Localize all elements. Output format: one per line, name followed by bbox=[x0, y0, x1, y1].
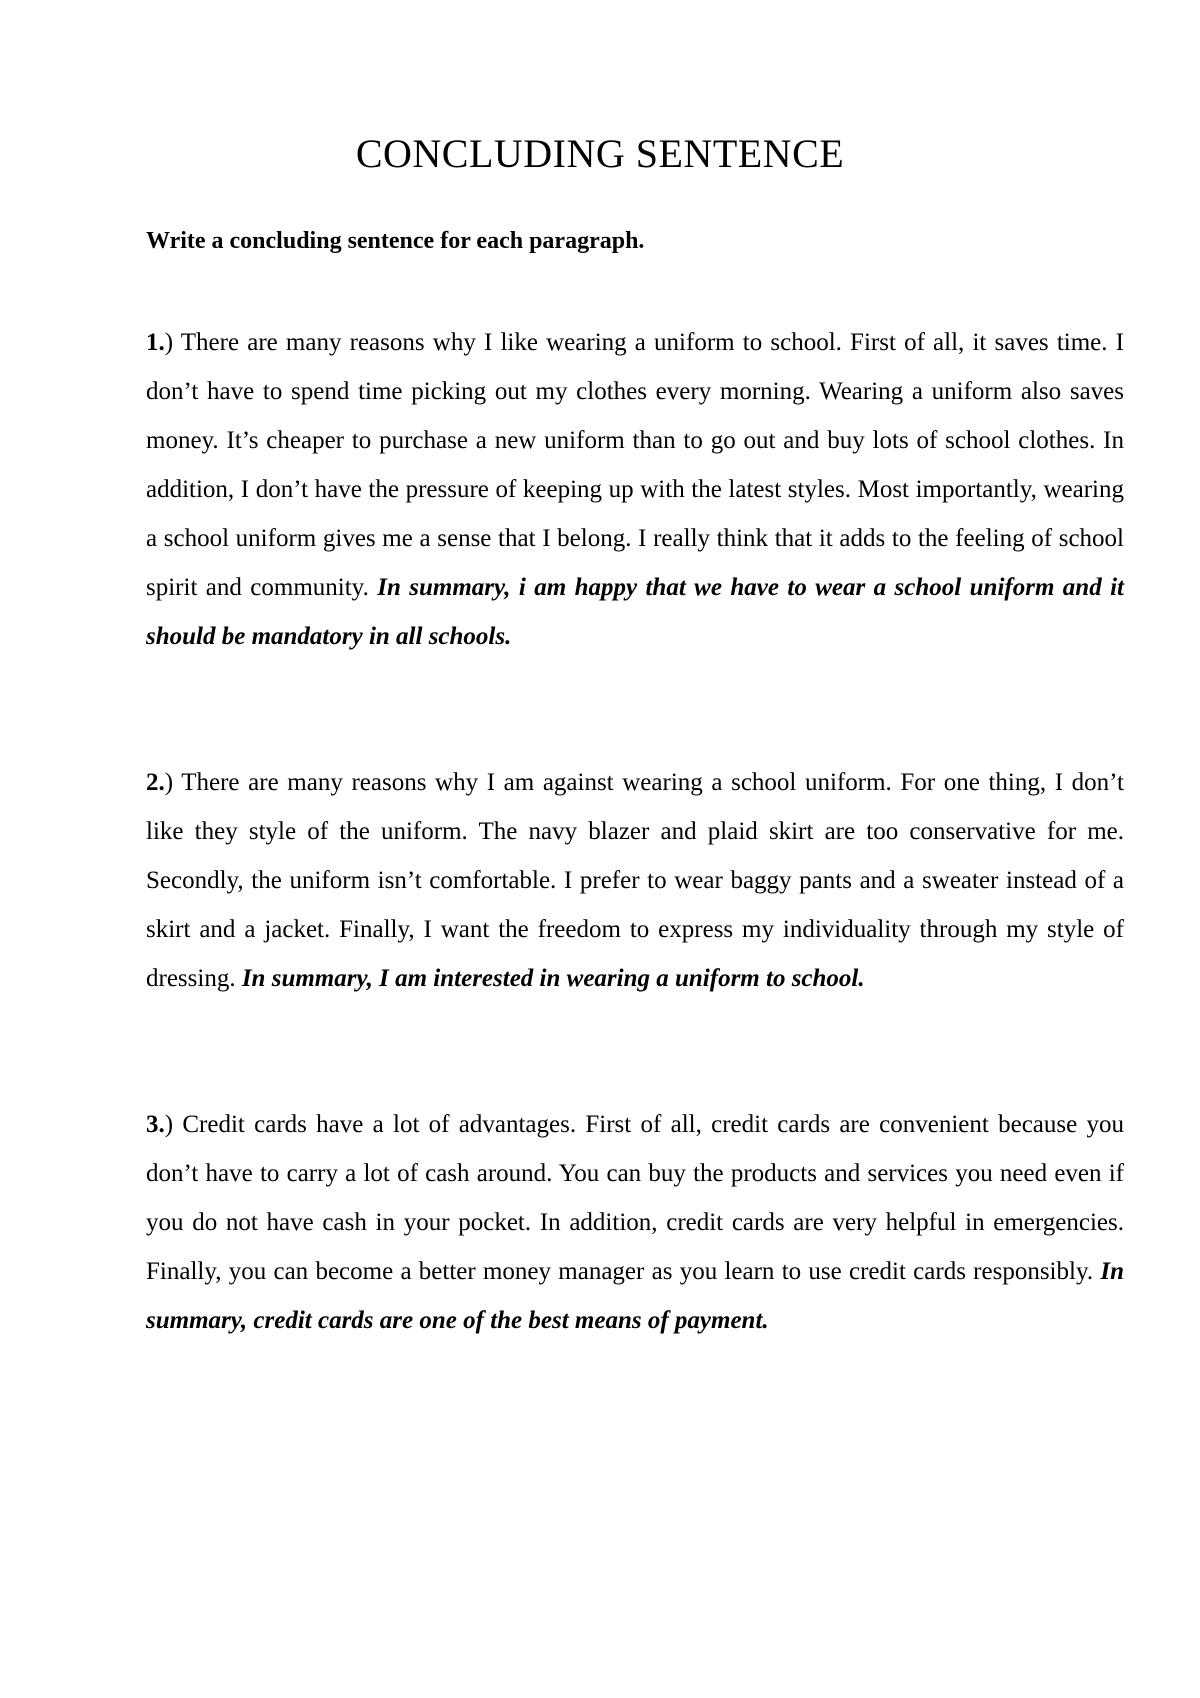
paragraph-3 bbox=[146, 1100, 1124, 1345]
paragraph-body: ) There are many reasons why I am against wearing a school uniform. For one thing, I don’t like they style of the uniform. The navy blazer and plaid skirt are too conservative for me. Secondly, the uniform isn’t comfortable. I prefer to wear baggy pants and a sweater instead of a skirt and a jacket. Finally, I want the freedom to express my individuality through my style of dressing. bbox=[146, 769, 1124, 992]
paragraph-body: ) Credit cards have a lot of advantages. First of all, credit cards are convenient because you don’t have to carry a lot of cash around. You can buy the products and services you need even if you do not have cash in your pocket. In addition, credit cards are very helpful in emergencies. Finally, you can become a better money manager as you learn to use credit cards responsibly. bbox=[146, 1111, 1124, 1285]
concluding-sentence: In summary, credit cards are one of the best means of payment. bbox=[146, 1258, 1124, 1334]
paragraph-number: 3. bbox=[146, 1111, 165, 1138]
paragraph-2 bbox=[146, 758, 1124, 1003]
paragraph-number: 2. bbox=[146, 769, 165, 796]
concluding-sentence: In summary, I am interested in wearing a uniform to school. bbox=[241, 965, 865, 992]
concluding-sentence: In summary, i am happy that we have to wear a school uniform and it should be mandatory in all schools. bbox=[146, 574, 1125, 650]
paragraph-body: ) There are many reasons why I like wearing a uniform to school. First of all, it saves time. I don’t have to spend time picking out my clothes every morning. Wearing a uniform also saves money. It’s cheaper to purchase a new uniform than to go out and buy lots of school clothes. In addition, I don’t have the pressure of keeping up with the latest styles. Most importantly, wearing a school uniform gives me a sense that I belong. I really think that it adds to the feeling of school spirit and community. bbox=[146, 329, 1124, 601]
paragraph-1 bbox=[146, 318, 1124, 661]
paragraph-number: 1. bbox=[146, 329, 165, 356]
page-title: CONCLUDING SENTENCE bbox=[355, 131, 845, 176]
instruction-text: Write a concluding sentence for each paragraph. bbox=[146, 228, 645, 254]
